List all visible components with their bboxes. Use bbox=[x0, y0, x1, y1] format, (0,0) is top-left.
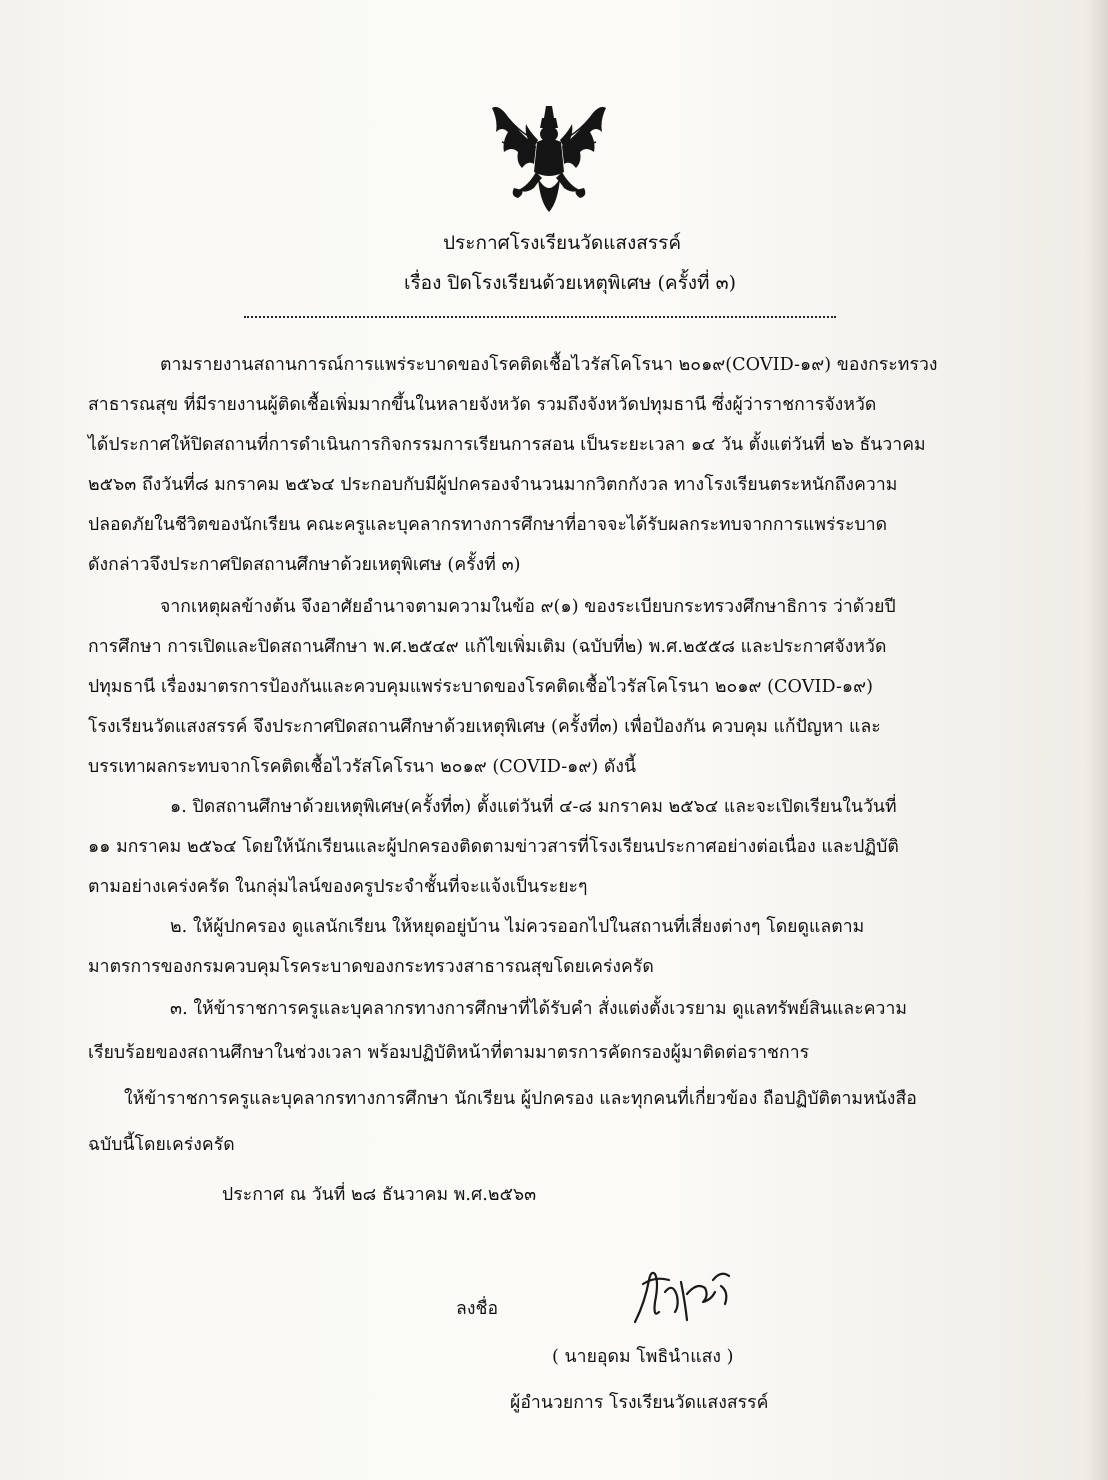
body-line: ได้ประกาศให้ปิดสถานที่การดำเนินการกิจกรรมการเรียนการสอน เป็นระยะเวลา ๑๔ วัน ตั้งแต่วันที่ ๒๖ ธันวาคม bbox=[88, 435, 926, 455]
body-line: สาธารณสุข ที่มีรายงานผู้ติดเชื้อเพิ่มมากขึ้นในหลายจังหวัด รวมถึงจังหวัดปทุมธานี ซึ่งผู้ว่าราชการจังหวัด bbox=[88, 395, 877, 415]
body-line: ๑๑ มกราคม ๒๕๖๔ โดยให้นักเรียนและผู้ปกครองติดตามข่าวสารที่โรงเรียนประกาศอย่างต่อเนื่อง และปฏิบัติ bbox=[88, 837, 899, 857]
body-line: ตามอย่างเคร่งครัด ในกลุ่มไลน์ของครูประจำชั้นที่จะแจ้งเป็นระยะๆ bbox=[88, 877, 588, 897]
body-line: จากเหตุผลข้างต้น จึงอาศัยอำนาจตามความในข้อ ๙(๑) ของระเบียบกระทรวงศึกษาธิการ ว่าด้วยปี bbox=[160, 597, 896, 617]
handwritten-signature bbox=[625, 1262, 765, 1332]
body-line: ให้ข้าราชการครูและบุคลากรทางการศึกษา นักเรียน ผู้ปกครอง และทุกคนที่เกี่ยวข้อง ถือปฏิบัติตามหนังสือ bbox=[124, 1089, 917, 1109]
body-line: ๒๕๖๓ ถึงวันที่๘ มกราคม ๒๕๖๔ ประกอบกับมีผู้ปกครองจำนวนมากวิตกกังวล ทางโรงเรียนตระหนักถึงความ bbox=[88, 475, 898, 495]
announce-date: ประกาศ ณ วันที่ ๒๘ ธันวาคม พ.ศ.๒๕๖๓ bbox=[222, 1185, 537, 1205]
page-edge-shadow bbox=[1086, 0, 1108, 1480]
signer-title: ผู้อำนวยการ โรงเรียนวัดแสงสรรค์ bbox=[510, 1393, 769, 1413]
dotted-divider bbox=[244, 316, 836, 318]
body-line: มาตรการของกรมควบคุมโรคระบาดของกระทรวงสาธารณสุขโดยเคร่งครัด bbox=[88, 957, 654, 977]
body-line: ฉบับนี้โดยเคร่งครัด bbox=[88, 1135, 235, 1155]
signer-name: ( นายอุดม โพธินำแสง ) bbox=[552, 1347, 734, 1367]
body-line: ดังกล่าวจึงประกาศปิดสถานศึกษาด้วยเหตุพิเศษ (ครั้งที่ ๓) bbox=[88, 555, 521, 575]
garuda-emblem-icon bbox=[488, 102, 610, 214]
list-item-2: ๒. ให้ผู้ปกครอง ดูแลนักเรียน ให้หยุดอยู่บ้าน ไม่ควรออกไปในสถานที่เสี่ยงต่างๆ โดยดูแลตาม bbox=[170, 917, 865, 937]
body-line: ตามรายงานสถานการณ์การแพร่ระบาดของโรคติดเชื้อไวรัสโคโรนา ๒๐๑๙(COVID-๑๙) ของกระทรวง bbox=[160, 355, 938, 375]
body-line: การศึกษา การเปิดและปิดสถานศึกษา พ.ศ.๒๕๔๙ แก้ไขเพิ่มเติม (ฉบับที่๒) พ.ศ.๒๕๕๘ และประกาศจังหวัด bbox=[88, 637, 887, 657]
sign-label: ลงชื่อ bbox=[456, 1299, 499, 1319]
body-line: ปลอดภัยในชีวิตของนักเรียน คณะครูและบุคลากรทางการศึกษาที่อาจจะได้รับผลกระทบจากการแพร่ระบาด bbox=[88, 515, 888, 535]
list-item-3: ๓. ให้ข้าราชการครูและบุคลากรทางการศึกษาที่ได้รับคำ สั่งแต่งตั้งเวรยาม ดูแลทรัพย์สินและความ bbox=[170, 999, 908, 1019]
body-line: โรงเรียนวัดแสงสรรค์ จึงประกาศปิดสถานศึกษาด้วยเหตุพิเศษ (ครั้งที่๓) เพื่อป้องกัน ควบคุม แก้ปัญหา และ bbox=[88, 717, 881, 737]
list-item-1: ๑. ปิดสถานศึกษาด้วยเหตุพิเศษ(ครั้งที่๓) ตั้งแต่วันที่ ๔-๘ มกราคม ๒๕๖๔ และจะเปิดเรียนในวันที่ bbox=[170, 797, 897, 817]
body-line: ปทุมธานี เรื่องมาตรการป้องกันและควบคุมแพร่ระบาดของโรคติดเชื้อไวรัสโคโรนา ๒๐๑๙ (COVID-๑๙) bbox=[88, 677, 874, 697]
announcement-heading: ประกาศโรงเรียนวัดแสงสรรค์ bbox=[442, 232, 682, 254]
announcement-subject: เรื่อง ปิดโรงเรียนด้วยเหตุพิเศษ (ครั้งที่ ๓) bbox=[403, 272, 737, 294]
body-line: บรรเทาผลกระทบจากโรคติดเชื้อไวรัสโคโรนา ๒๐๑๙ (COVID-๑๙) ดังนี้ bbox=[88, 757, 637, 777]
body-line: เรียบร้อยของสถานศึกษาในช่วงเวลา พร้อมปฏิบัติหน้าที่ตามมาตรการคัดกรองผู้มาติดต่อราชการ bbox=[88, 1043, 810, 1063]
